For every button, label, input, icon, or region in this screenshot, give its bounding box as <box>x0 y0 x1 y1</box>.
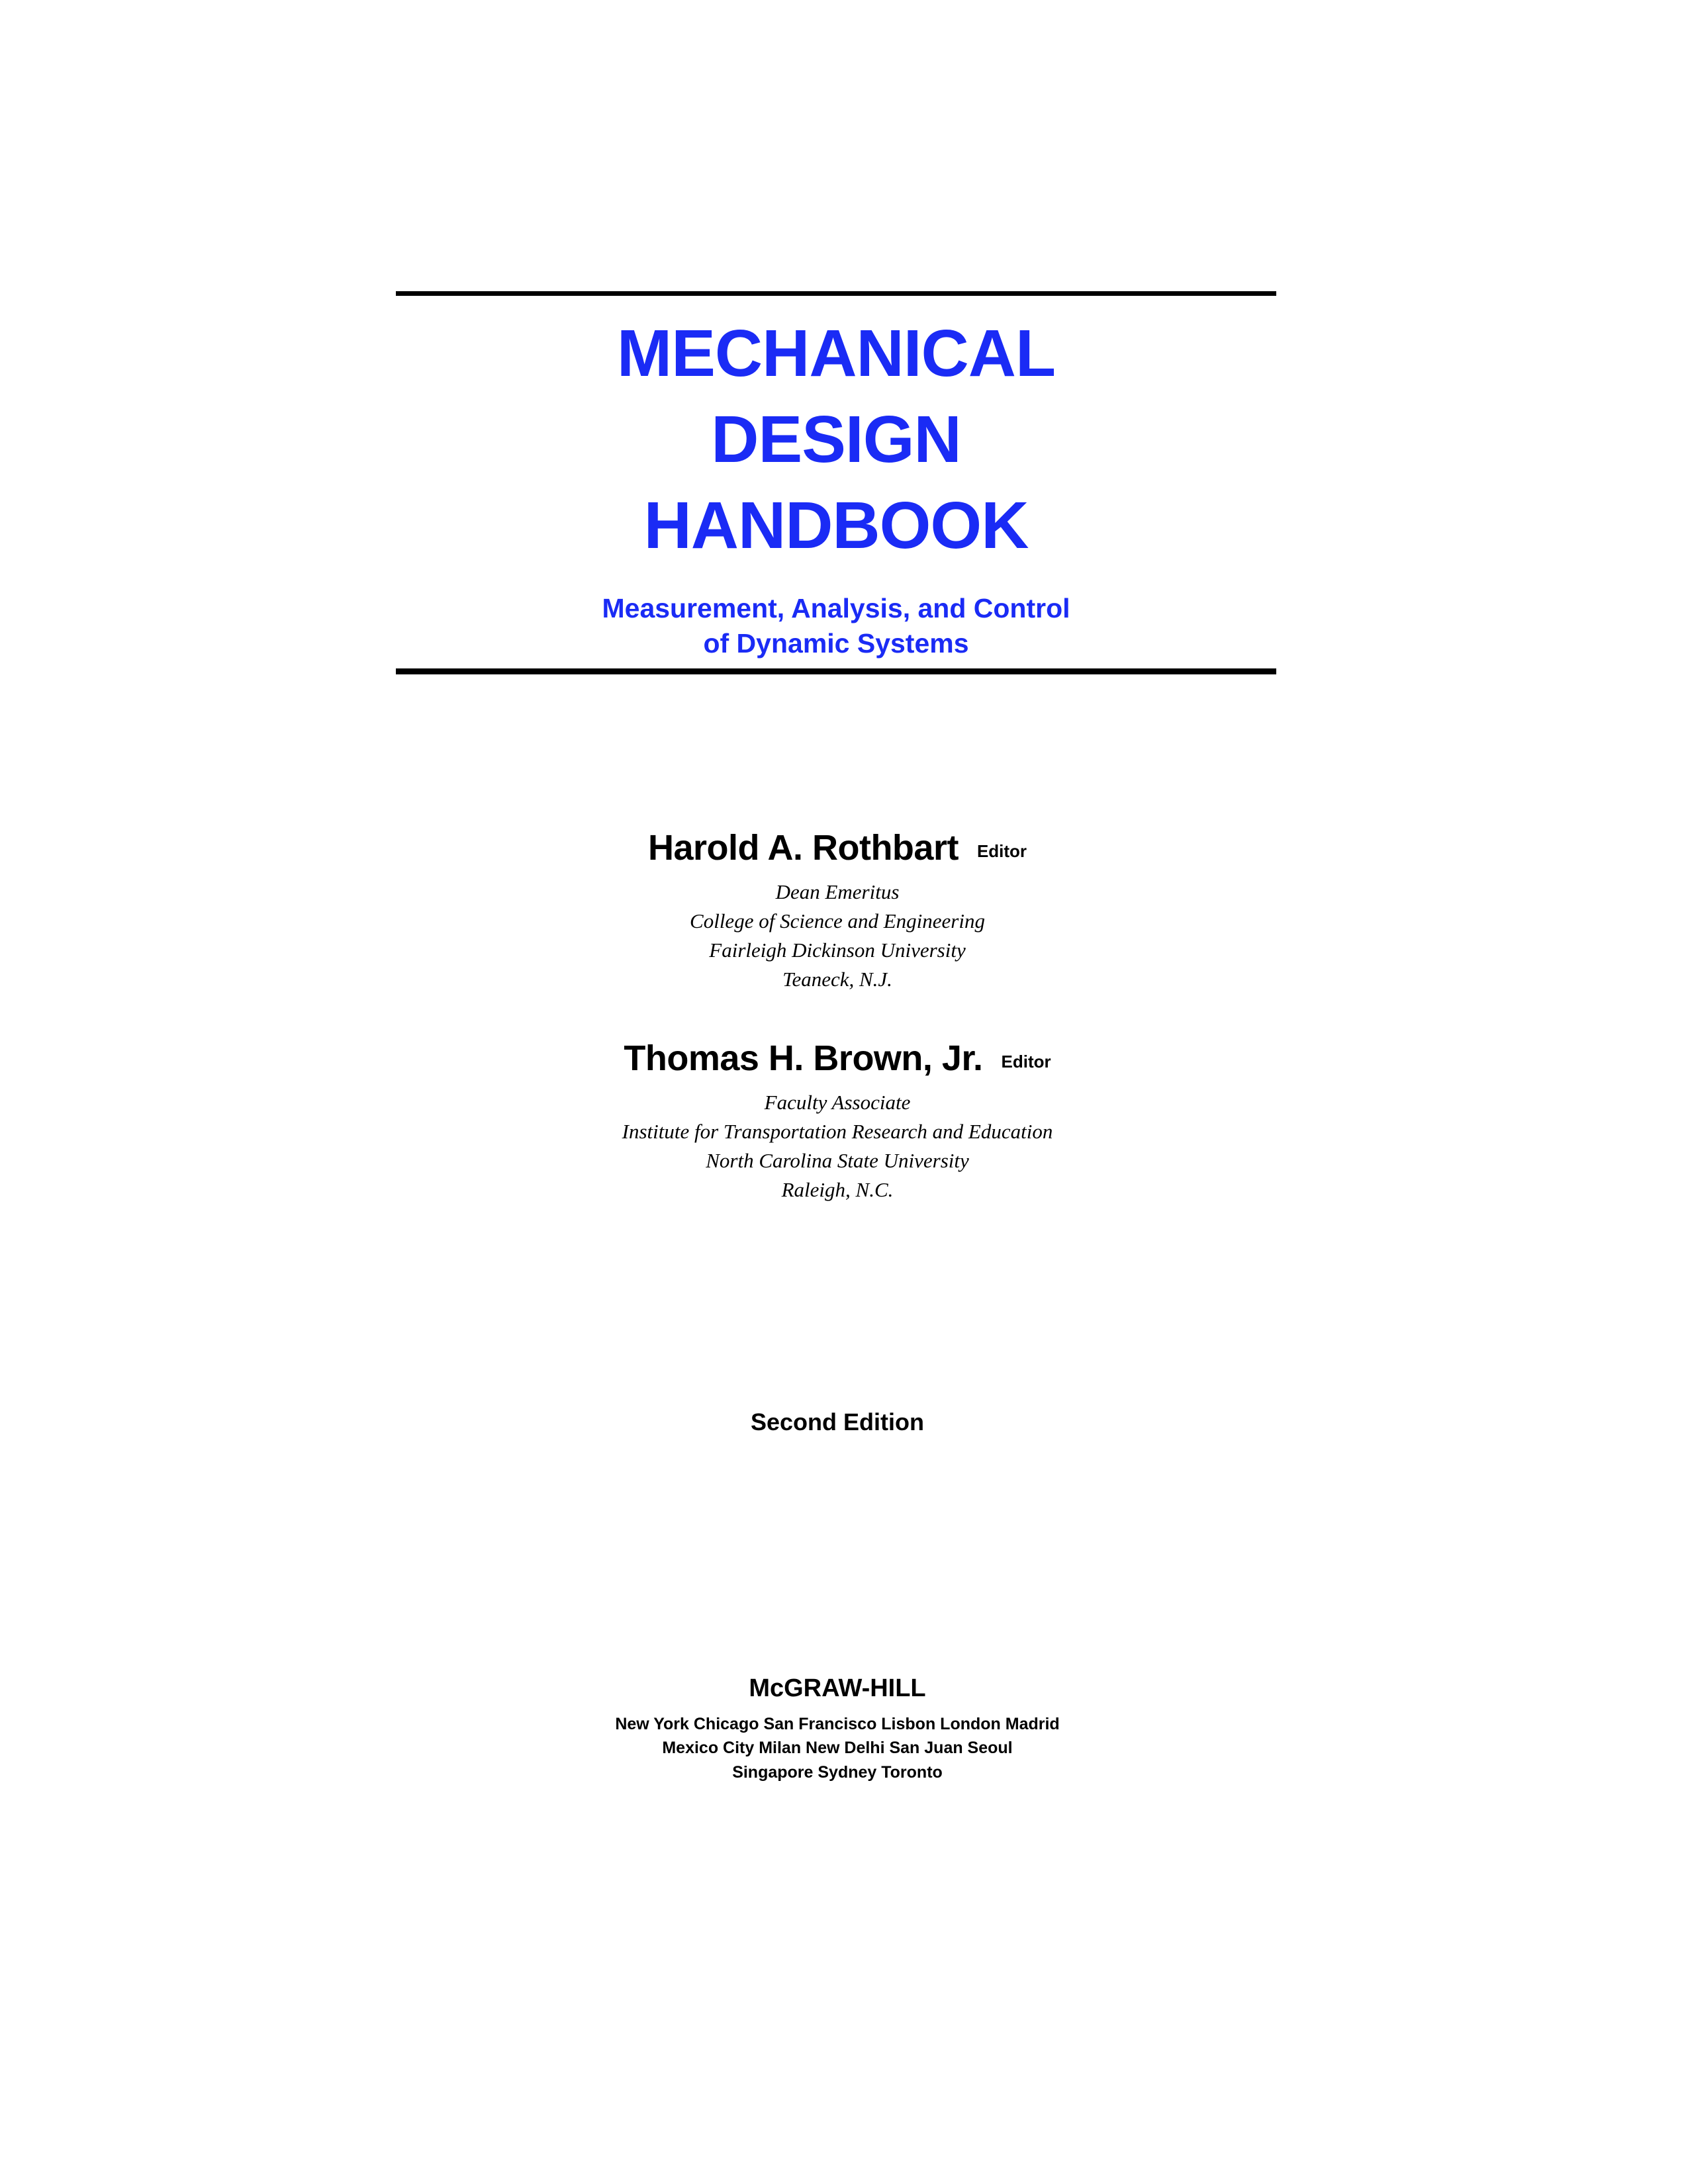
page-subtitle <box>396 591 1276 662</box>
editor-affiliation <box>331 878 1344 994</box>
editor-role: Editor <box>1001 1052 1051 1072</box>
affiliation-line: Faculty Associate <box>764 1091 911 1115</box>
affiliation-line: Raleigh, N.C. <box>781 1178 894 1202</box>
editor-role: Editor <box>976 841 1027 861</box>
editor-name: Thomas H. Brown, Jr. <box>624 1038 983 1079</box>
affiliation-line: Dean Emeritus <box>775 880 900 903</box>
editors-section <box>331 827 1344 1211</box>
editor-name-row <box>331 1038 1344 1079</box>
publisher-section <box>331 1674 1344 1784</box>
city-line: New York Chicago San Francisco Lisbon London Madrid <box>615 1715 1060 1733</box>
city-line: Mexico City Milan New Delhi San Juan Seoul <box>662 1739 1013 1758</box>
subtitle-line-1: Measurement, Analysis, and Control <box>602 593 1070 623</box>
affiliation-line: Institute for Transportation Research and Education <box>622 1120 1053 1144</box>
edition-label: Second Edition <box>750 1408 924 1435</box>
title-top-rule <box>396 291 1276 296</box>
editor-name: Harold A. Rothbart <box>647 828 959 868</box>
title-line-2: DESIGN <box>711 402 961 477</box>
affiliation-line: Fairleigh Dickinson University <box>709 938 966 962</box>
publisher-name: McGRAW-HILL <box>749 1674 926 1702</box>
title-block <box>396 291 1276 674</box>
title-line-1: MECHANICAL <box>616 316 1056 390</box>
title-line-3: HANDBOOK <box>643 488 1029 563</box>
title-bottom-rule <box>396 668 1276 674</box>
page-title <box>396 310 1276 569</box>
editor-entry <box>331 827 1344 994</box>
affiliation-line: North Carolina State University <box>706 1149 969 1173</box>
affiliation-line: College of Science and Engineering <box>690 909 985 933</box>
editor-name-row <box>331 827 1344 868</box>
editor-entry <box>331 1038 1344 1205</box>
editor-affiliation <box>331 1088 1344 1205</box>
publisher-cities <box>331 1712 1344 1784</box>
affiliation-line: Teaneck, N.J. <box>782 968 892 991</box>
subtitle-line-2: of Dynamic Systems <box>703 628 969 659</box>
city-line: Singapore Sydney Toronto <box>732 1762 943 1782</box>
